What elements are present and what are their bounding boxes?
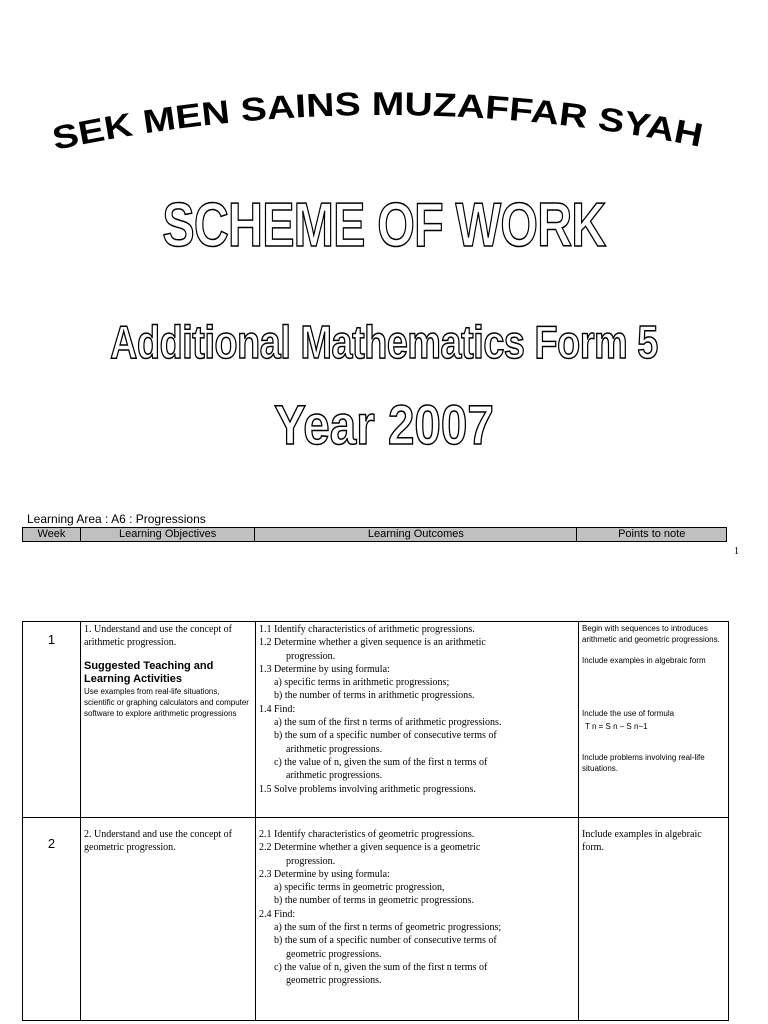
school-name: SEK MEN SAINS MUZAFFAR SYAH: [49, 90, 702, 157]
outcome-line: c) the value of n, given the sum of the first n terms of: [274, 961, 488, 973]
outcome-line: geometric progressions.: [286, 975, 382, 987]
notes-cell: [579, 622, 729, 818]
table-row: [23, 818, 729, 1021]
note-text: Include examples in algebraic form: [582, 656, 706, 665]
outcome-line: progression.: [286, 855, 336, 867]
note-text: Include examples in algebraic form.: [582, 829, 702, 854]
outcome-line: arithmetic progressions.: [286, 743, 383, 755]
objectives-cell: [81, 622, 256, 818]
objective-text: 2. Understand and use the concept of geometric progression.: [84, 829, 233, 854]
outcome-line: b) the number of terms in arithmetic progressions.: [274, 690, 475, 702]
outcome-line: arithmetic progressions.: [286, 770, 383, 782]
outcome-line: 1.2 Determine whether a given sequence is an arithmetic: [259, 637, 486, 649]
activities-heading: Suggested Teaching and Learning Activities: [84, 659, 214, 685]
outcome-line: 2.2 Determine whether a given sequence is a geometric: [259, 842, 481, 854]
note-text: Begin with sequences to introduces arithmetic and geometric progressions.: [582, 624, 720, 644]
outcome-line: 1.1 Identify characteristics of arithmetic progressions.: [259, 624, 475, 635]
week-cell: 1: [23, 622, 81, 818]
note-formula: T n = S n – S n−1: [585, 722, 648, 731]
week-cell: 2: [23, 818, 81, 1021]
note-text: Include the use of formula: [582, 709, 675, 718]
svg-text:SEK MEN SAINS MUZAFFAR SYAH: [49, 90, 706, 157]
outcome-line: geometric progressions.: [286, 948, 382, 960]
outcome-line: b) the sum of a specific number of consecutive terms of: [274, 730, 497, 742]
header-week: Week: [23, 528, 81, 541]
note-text: Include problems involving real-life situations.: [582, 753, 705, 773]
table-header: [22, 527, 727, 542]
scheme-table: [22, 621, 729, 1021]
outcome-line: 1.5 Solve problems involving arithmetic progressions.: [259, 783, 476, 795]
outcomes-cell: [256, 818, 579, 1021]
outcome-line: c) the value of n, given the sum of the first n terms of: [274, 756, 488, 768]
outcome-line: 2.4 Find:: [259, 908, 296, 920]
objectives-cell: [81, 818, 256, 1021]
objective-text: 1. Understand and use the concept of arithmetic progression.: [84, 624, 233, 649]
year-title: Year 2007: [274, 393, 494, 456]
activities-text: Use examples from real-life situations, scientific or graphing calculators and computer software to explore arithmetic progressions: [84, 686, 249, 718]
notes-cell: [579, 818, 729, 1021]
outcome-line: b) the number of terms in geometric progressions.: [274, 895, 474, 907]
table-row: [23, 622, 729, 818]
page-number: 1: [734, 546, 739, 557]
document-title: SCHEME OF WORK: [162, 191, 606, 260]
header-outcomes: Learning Outcomes: [255, 528, 577, 541]
outcome-line: a) specific terms in geometric progression,: [274, 882, 445, 894]
subject-title: Additional Mathematics Form 5: [110, 316, 658, 368]
outcomes-cell: [256, 622, 579, 818]
outcome-line: a) specific terms in arithmetic progressions;: [274, 677, 450, 689]
header-notes: Points to note: [618, 528, 686, 540]
outcome-line: a) the sum of the first n terms of geometric progressions;: [274, 922, 502, 934]
outcome-line: 2.1 Identify characteristics of geometric progressions.: [259, 829, 475, 840]
outcome-line: a) the sum of the first n terms of arithmetic progressions.: [274, 717, 502, 729]
school-name-arc: [0, 90, 768, 170]
header-objectives: Learning Objectives: [81, 528, 256, 541]
outcome-line: b) the sum of a specific number of consecutive terms of: [274, 935, 497, 947]
outcome-line: 1.3 Determine by using formula:: [259, 663, 390, 675]
outcome-line: progression.: [286, 650, 336, 662]
outcome-line: 2.3 Determine by using formula:: [259, 868, 390, 880]
outcome-line: 1.4 Find:: [259, 703, 296, 715]
learning-area: Learning Area : A6 : Progressions: [27, 512, 206, 526]
